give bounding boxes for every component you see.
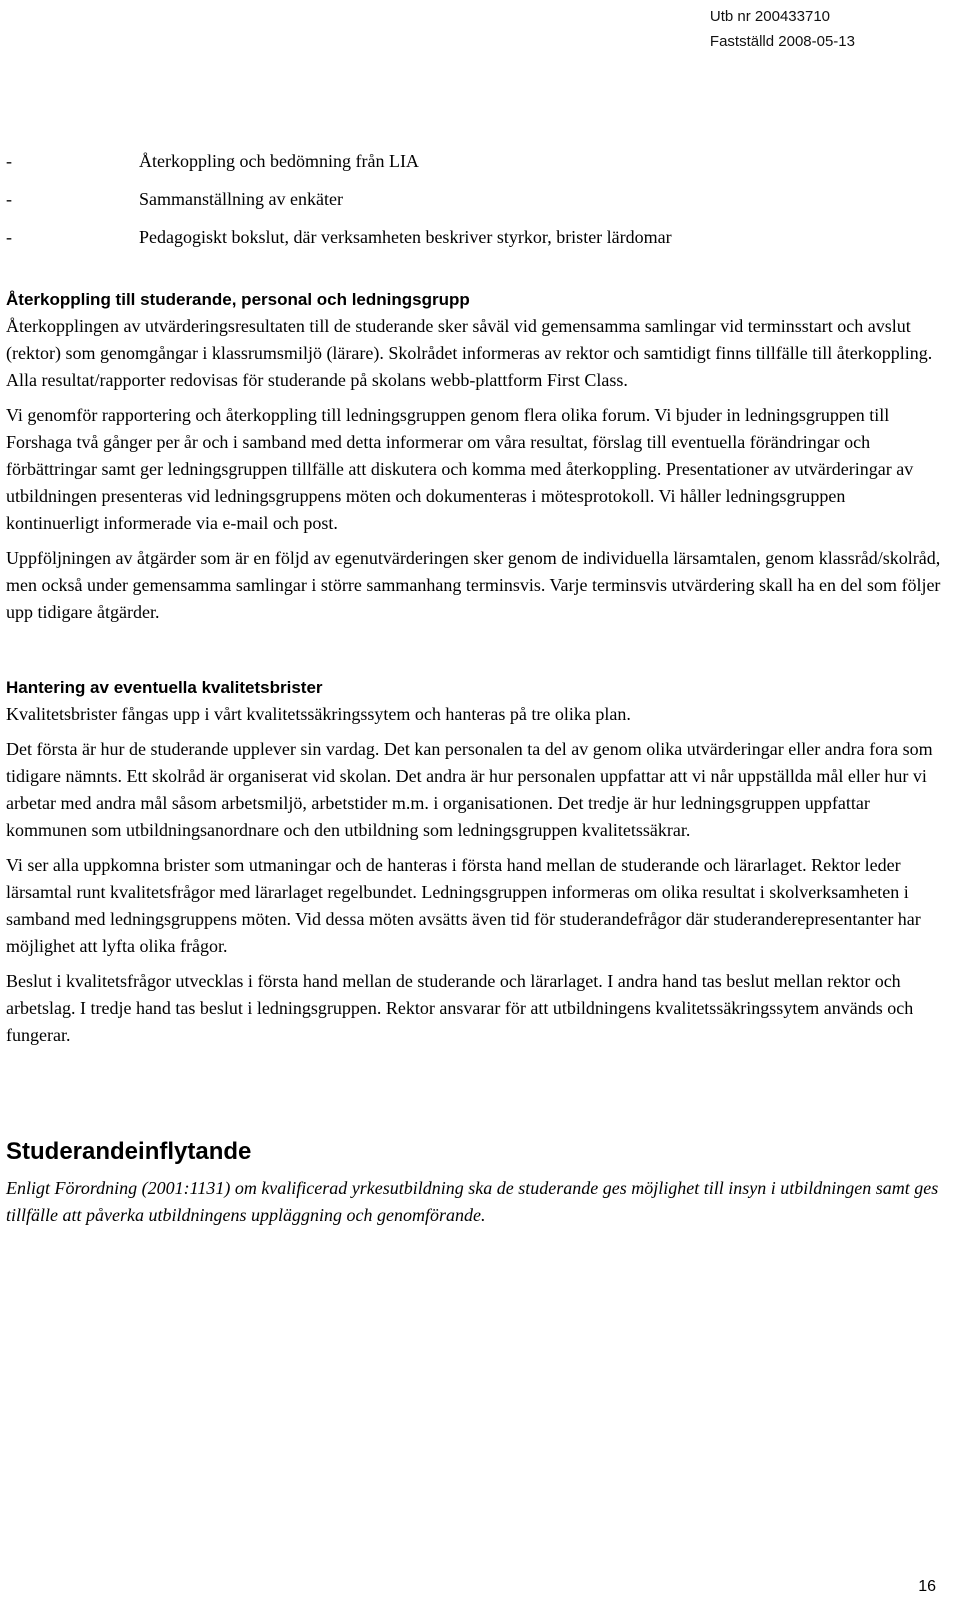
bullet-dash: - (6, 189, 12, 209)
paragraph: Uppföljningen av åtgärder som är en följd av egenutvärderingen sker genom de individuella lärsamtalen, genom klassråd/skolråd, men också under gemensamma samlingar i större sammanhang terminsvis. Varje terminsvis utvärdering skall ha en del som följer upp tidigare åtgärder. (6, 548, 941, 622)
list-item (6, 218, 942, 256)
list-item-text: Återkoppling och bedömning från LIA (139, 151, 419, 171)
faststalld-date: Fastställd 2008-05-13 (709, 33, 855, 50)
section-heading-aterkoppling: Återkoppling till studerande, personal och ledningsgrupp (6, 290, 470, 309)
paragraph: Det första är hur de studerande upplever sin vardag. Det kan personalen ta del av genom olika utvärderingar eller andra fora som tidigare nämnts. Ett skolråd är organiserat vid skolan. Det andra är hur personalen uppfattar att vi når uppställda mål eller hur vi arbetar med andra mål såsom arbetsmiljö, arbetstider m.m. i organisationen. Det tredje är hur ledningsgruppen uppfattar kommunen som utbildningsanordnare och den utbildning som ledningsgruppen kvalitetssäkrar. (6, 739, 933, 840)
list-item (6, 142, 942, 180)
section-heading-studerandeinflytande: Studerandeinflytande (6, 1138, 252, 1165)
paragraph: Kvalitetsbrister fångas upp i vårt kvalitetssäkringssytem och hanteras på tre olika plan. (6, 704, 631, 724)
list-item (6, 180, 942, 218)
page-number: 16 (918, 1578, 936, 1595)
paragraph: Återkopplingen av utvärderingsresultaten till de studerande sker såväl vid gemensamma samlingar vid terminsstart och avslut (rektor) som genomgångar i klassrumsmiljö (lärare). Skolrådet informeras av rektor och samtidigt finns tillfälle till återkoppling. Alla resultat/rapporter redovisas för studerande på skolans webb-plattform First Class. (6, 316, 933, 390)
list-item-text: Sammanställning av enkäter (139, 189, 343, 209)
paragraph-italic: Enligt Förordning (2001:1131) om kvalificerad yrkesutbildning ska de studerande ges möjlighet till insyn i utbildningen samt ges tillfälle att påverka utbildningens uppläggning och genomförande. (6, 1178, 939, 1225)
spacer (6, 634, 942, 674)
bullet-dash: - (6, 227, 12, 247)
utb-nr: Utb nr 200433710 (709, 8, 831, 25)
paragraph: Vi ser alla uppkomna brister som utmaningar och de hanteras i första hand mellan de studerande och lärarlaget. Rektor leder lärsamtal runt kvalitetsfrågor med lärarlaget regelbundet. Ledningsgruppen informeras om olika resultat i skolverksamheten i samband med ledningsgruppens möten. Vid dessa möten avsätts även tid för studerandefrågor där studeranderepresentanter har möjlighet att lyfta olika frågor. (6, 855, 921, 956)
section-heading-kvalitetsbrister: Hantering av eventuella kvalitetsbrister (6, 678, 323, 697)
document-body (6, 142, 942, 1237)
document-header (710, 4, 855, 54)
list-item-text: Pedagogiskt bokslut, där verksamheten beskriver styrkor, brister lärdomar (139, 227, 672, 247)
paragraph: Beslut i kvalitetsfrågor utvecklas i första hand mellan de studerande och lärarlaget. I andra hand tas beslut mellan rektor och arbetslag. I tredje hand tas beslut i ledningsgruppen. Rektor ansvarar för att utbildningens kvalitetssäkringssytem används och fungerar. (6, 971, 914, 1045)
paragraph: Vi genomför rapportering och återkoppling till ledningsgruppen genom flera olika forum. Vi bjuder in ledningsgruppen till Forshaga två gånger per år och i samband med detta informerar om våra resultat, förslag till eventuella förändringar och förbättringar samt ger ledningsgruppen tillfälle att diskutera och komma med återkoppling. Presentationer av utvärderingar av utbildningen presenteras vid ledningsgruppens möten och dokumenteras i mötesprotokoll. Vi håller ledningsgruppen kontinuerligt informerade via e-mail och post. (6, 405, 914, 533)
spacer (6, 1057, 942, 1135)
bullet-list (6, 142, 942, 256)
bullet-dash: - (6, 151, 12, 171)
